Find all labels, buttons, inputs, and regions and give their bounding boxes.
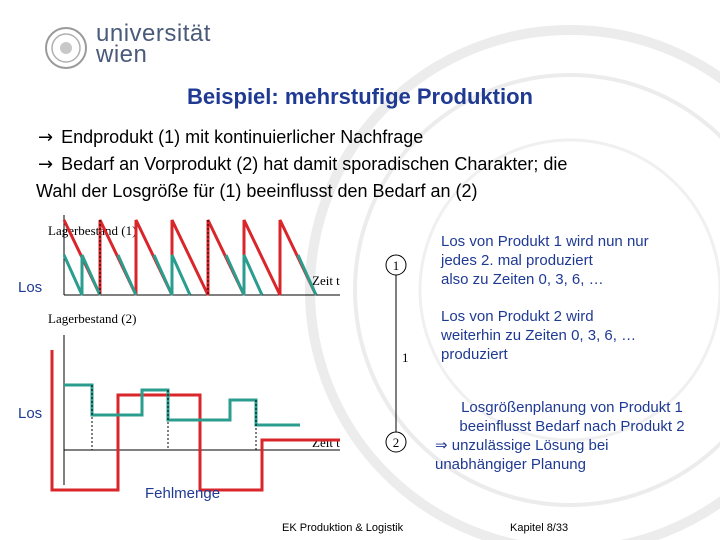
note-product2-lot: Los von Produkt 2 wird weiterhin zu Zeiten 0, 3, 6, … produziert — [441, 308, 637, 363]
product1-demand-teal-c — [154, 255, 190, 295]
link-label: 1 — [402, 350, 409, 365]
bottom-axis-label: Lagerbestand (2) — [48, 311, 137, 326]
bullet-list — [38, 124, 698, 204]
top-time-label: Zeit t — [312, 273, 340, 288]
top-circle-label: 1 — [392, 258, 400, 273]
bullet-text: Wahl der Losgröße für (1) beeinflusst den Bedarf an (2) — [36, 181, 478, 201]
university-logo-text — [96, 20, 211, 68]
product1-demand-teal-d — [226, 255, 262, 295]
product2-inventory-teal — [64, 385, 300, 425]
note-product1-lot: Los von Produkt 1 wird nun nur jedes 2. mal produziert also zu Zeiten 0, 3, 6, … — [441, 233, 649, 288]
footer-page: Kapitel 8/33 — [510, 522, 569, 534]
bullet-item — [38, 151, 698, 178]
note-lot-sizing: Losgrößenplanung von Produkt 1 beeinflusst Bedarf nach Produkt 2 ⇒ unzulässige Lösung bei unabhängiger Planung — [435, 399, 685, 473]
footer-course: EK Produktion & Logistik — [282, 522, 404, 534]
bullet-text: Endprodukt (1) mit kontinuierlicher Nachfrage — [61, 127, 424, 147]
logo-line1: universität — [96, 20, 211, 47]
arrow-right-icon: → — [38, 154, 54, 175]
los-label-bottom: Los — [18, 405, 43, 422]
arrow-right-icon: → — [38, 127, 54, 148]
product1-demand-teal-a — [64, 255, 100, 295]
inventory-diagram — [0, 210, 440, 510]
top-axis-label: Lagerbestand (1) — [48, 223, 137, 238]
product1-demand-teal-b — [118, 255, 136, 295]
fehlmenge-label: Fehlmenge — [145, 485, 221, 502]
bottom-time-label: Zeit t — [312, 435, 340, 450]
logo-line2: wien — [96, 41, 148, 68]
los-label-top: Los — [18, 279, 43, 296]
bullet-text: Bedarf an Vorprodukt (2) hat damit sporadischen Charakter; die — [61, 154, 568, 174]
bottom-circle-label: 2 — [392, 435, 400, 450]
bullet-item — [36, 178, 698, 204]
bullet-item — [38, 124, 698, 151]
page-title: Beispiel: mehrstufige Produktion — [187, 84, 533, 109]
